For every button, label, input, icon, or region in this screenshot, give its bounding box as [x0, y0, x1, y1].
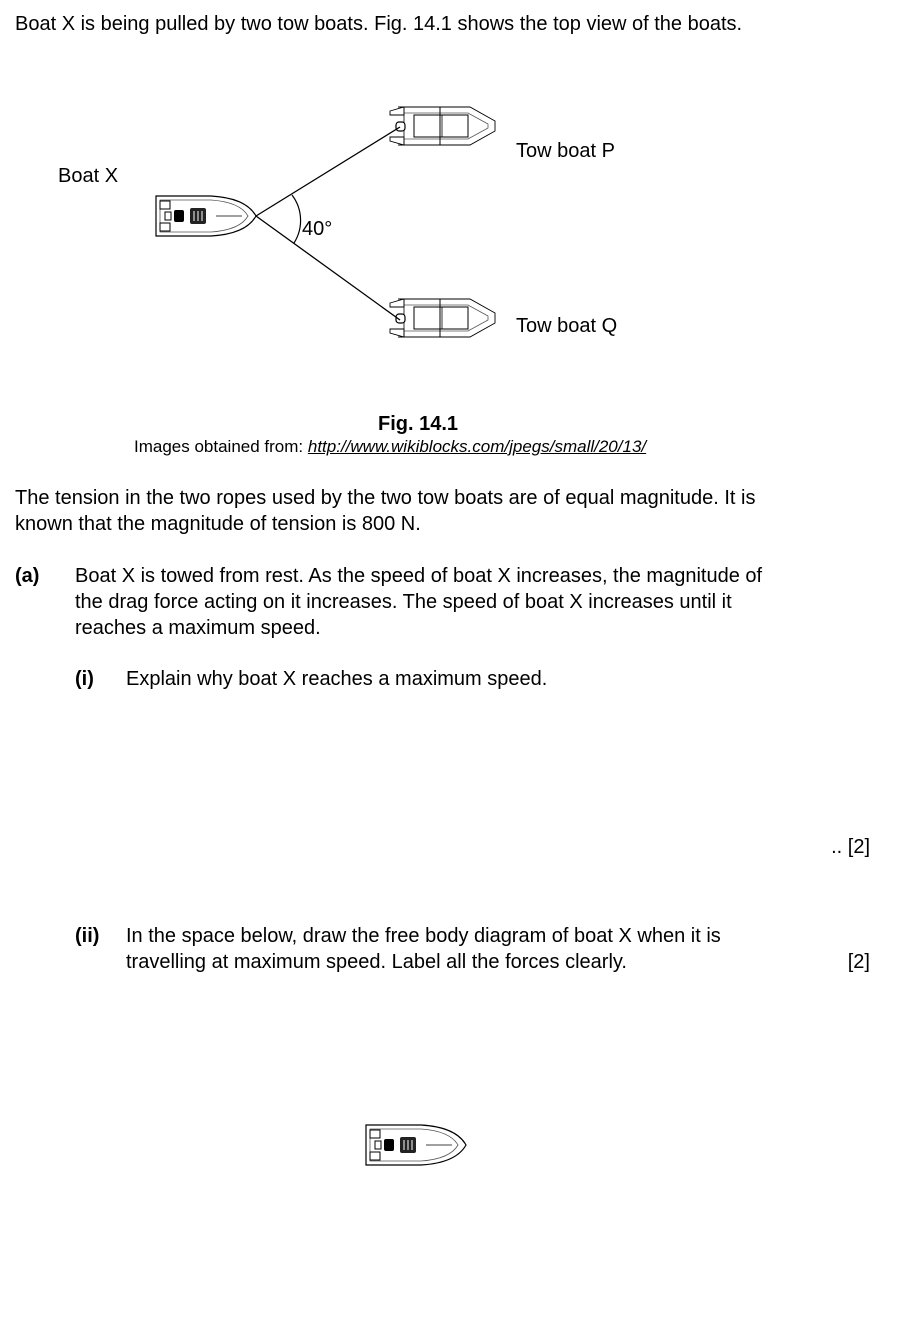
part-a-line-1: Boat X is towed from rest. As the speed of boat X increases, the magnitude of [75, 565, 763, 587]
fbd-boat-x-image [366, 1125, 466, 1165]
tension-line-2: known that the magnitude of tension is 800 N. [15, 513, 421, 535]
part-ii-line-2: travelling at maximum speed. Label all the forces clearly. [126, 951, 627, 973]
part-ii-marks: [2] [847, 951, 870, 973]
boat-x-label: Boat X [58, 165, 119, 187]
tow-boat-p-image [390, 107, 495, 145]
part-i-label: (i) [75, 668, 94, 690]
tow-boat-q-image [390, 299, 495, 337]
figure-source [134, 437, 646, 457]
source-prefix: Images obtained from: [134, 437, 308, 456]
tow-boat-p-label: Tow boat P [516, 140, 615, 162]
boat-x-image [156, 196, 256, 236]
source-link[interactable]: http://www.wikiblocks.com/jpegs/small/20/13/ [307, 437, 647, 456]
part-a-line-3: reaches a maximum speed. [75, 617, 321, 639]
angle-label: 40° [302, 218, 333, 240]
angle-arc [292, 195, 301, 243]
part-ii-line-1: In the space below, draw the free body diagram of boat X when it is [126, 925, 721, 947]
tension-line-1: The tension in the two ropes used by the two tow boats are of equal magnitude. It is [15, 487, 756, 509]
part-a-line-2: the drag force acting on it increases. The speed of boat X increases until it [75, 591, 732, 613]
figure-14-1 [0, 0, 900, 400]
part-a-label: (a) [15, 565, 40, 587]
part-ii-label: (ii) [75, 925, 100, 947]
part-i-text: Explain why boat X reaches a maximum speed. [126, 668, 548, 690]
tow-boat-q-label: Tow boat Q [516, 315, 618, 337]
part-i-marks: .. [2] [831, 836, 870, 858]
figure-caption: Fig. 14.1 [377, 413, 459, 435]
rope-p [256, 127, 400, 216]
intro-text: Boat X is being pulled by two tow boats. Fig. 14.1 shows the top view of the boats. [15, 13, 743, 35]
